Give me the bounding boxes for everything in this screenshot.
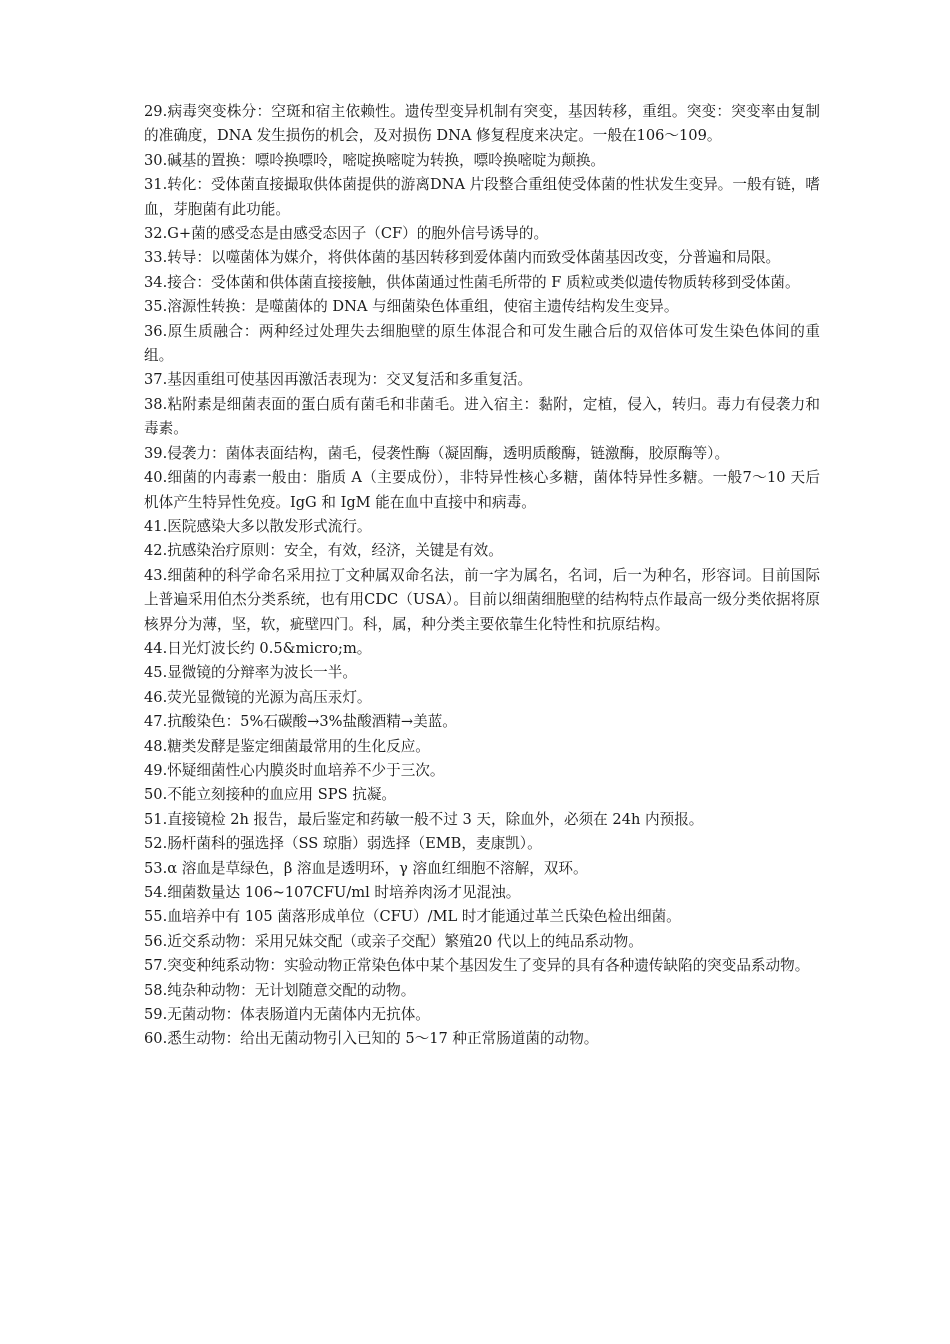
paragraph-38: 38.粘附素是细菌表面的蛋白质有菌毛和非菌毛。进入宿主：黏附，定植，侵入，转归。毒力有侵袭力和毒素。	[144, 395, 820, 438]
paragraph-59: 59.无菌动物：体表肠道内无菌体内无抗体。	[144, 1006, 430, 1024]
paragraph-53: 53.α 溶血是草绿色，β 溶血是透明环，γ 溶血红细胞不溶解，双环。	[144, 859, 588, 877]
paragraph-37: 37.基因重组可使基因再激活表现为：交叉复活和多重复活。	[144, 371, 533, 389]
paragraph-30: 30.碱基的置换：嘌呤换嘌呤，嘧啶换嘧啶为转换，嘌呤换嘧啶为颠换。	[144, 151, 606, 169]
paragraph-36: 36.原生质融合：两种经过处理失去细胞壁的原生体混合和可发生融合后的双倍体可发生染色体间的重组。	[144, 322, 820, 365]
paragraph-55: 55.血培养中有 105 菌落形成单位（CFU）/ML 时才能通过革兰氏染色检出细菌。	[144, 908, 681, 926]
paragraph-44: 44.日光灯波长约 0.5&micro;m。	[144, 639, 372, 657]
paragraph-54: 54.细菌数量达 106~107CFU/ml 时培养肉汤才见混浊。	[144, 884, 521, 901]
paragraph-43: 43.细菌种的科学命名采用拉丁文种属双命名法，前一字为属名，名词，后一为种名，形容词。目前国际上普遍采用伯杰分类系统，也有用CDC（USA）。目前以细菌细胞壁的结构特点作最高一级分类依据将原核界分为薄，坚，软，疵壁四门。科，属，种分类主要依靠生化特性和抗原结构。	[144, 566, 820, 633]
paragraph-34: 34.接合：受体菌和供体菌直接接触，供体菌通过性菌毛所带的 F 质粒或类似遗传物质转移到受体菌。	[144, 273, 800, 291]
paragraph-46: 46.荧光显微镜的光源为高压汞灯。	[144, 688, 372, 706]
paragraph-48: 48.糖类发酵是鉴定细菌最常用的生化反应。	[144, 737, 430, 755]
paragraph-40: 40.细菌的内毒素一般由：脂质 A（主要成份），非特异性核心多糖，菌体特异性多糖。一般7～10 天后机体产生特异性免疫。IgG 和 IgM 能在血中直接中和病毒。	[144, 469, 820, 511]
paragraph-33: 33.转导：以噬菌体为媒介，将供体菌的基因转移到爱体菌内而致受体菌基因改变，分普遍和局限。	[144, 249, 781, 267]
paragraph-45: 45.显微镜的分辩率为波长一半。	[144, 664, 357, 682]
paragraph-51: 51.直接镜检 2h 报告，最后鉴定和药敏一般不过 3 天，除血外，必须在 24h 内预报。	[144, 810, 704, 828]
paragraph-60: 60.悉生动物：给出无菌动物引入已知的 5～17 种正常肠道菌的动物。	[144, 1030, 599, 1048]
paragraph-29: 29.病毒突变株分：空斑和宿主依赖性。遗传型变异机制有突变，基因转移，重组。突变：突变率由复制的准确度，DNA 发生损伤的机会，及对损伤 DNA 修复程度来决定。一般在106～109。	[144, 103, 820, 145]
paragraph-39: 39.侵袭力：菌体表面结构，菌毛，侵袭性酶（凝固酶，透明质酸酶，链激酶，胶原酶等）。	[144, 444, 730, 462]
paragraph-50: 50.不能立刻接种的血应用 SPS 抗凝。	[144, 786, 397, 804]
paragraph-58: 58.纯杂种动物：无计划随意交配的动物。	[144, 981, 416, 999]
paragraph-32: 32.G+菌的感受态是由感受态因子（CF）的胞外信号诱导的。	[144, 225, 549, 243]
paragraph-42: 42.抗感染治疗原则：安全，有效，经济，关键是有效。	[144, 542, 503, 560]
paragraph-49: 49.怀疑细菌性心内膜炎时血培养不少于三次。	[144, 761, 445, 779]
document-body	[144, 100, 820, 1052]
paragraph-57: 57.突变种纯系动物：实验动物正常染色体中某个基因发生了变异的具有各种遗传缺陷的突变品系动物。	[144, 957, 810, 975]
paragraph-52: 52.肠杆菌科的强选择（SS 琼脂）弱选择（EMB，麦康凯）。	[144, 835, 542, 853]
paragraph-47: 47.抗酸染色：5%石碳酸→3%盐酸酒精→美蓝。	[144, 713, 457, 731]
paragraph-56: 56.近交系动物：采用兄妹交配（或亲子交配）繁殖20 代以上的纯品系动物。	[144, 932, 643, 950]
paragraph-31: 31.转化：受体菌直接撮取供体菌提供的游离DNA 片段整合重组使受体菌的性状发生变异。一般有链，嗜血，芽胞菌有此功能。	[144, 176, 820, 218]
paragraph-41: 41.医院感染大多以散发形式流行。	[144, 517, 372, 535]
paragraph-35: 35.溶源性转换：是噬菌体的 DNA 与细菌染色体重组，使宿主遗传结构发生变异。	[144, 298, 679, 316]
